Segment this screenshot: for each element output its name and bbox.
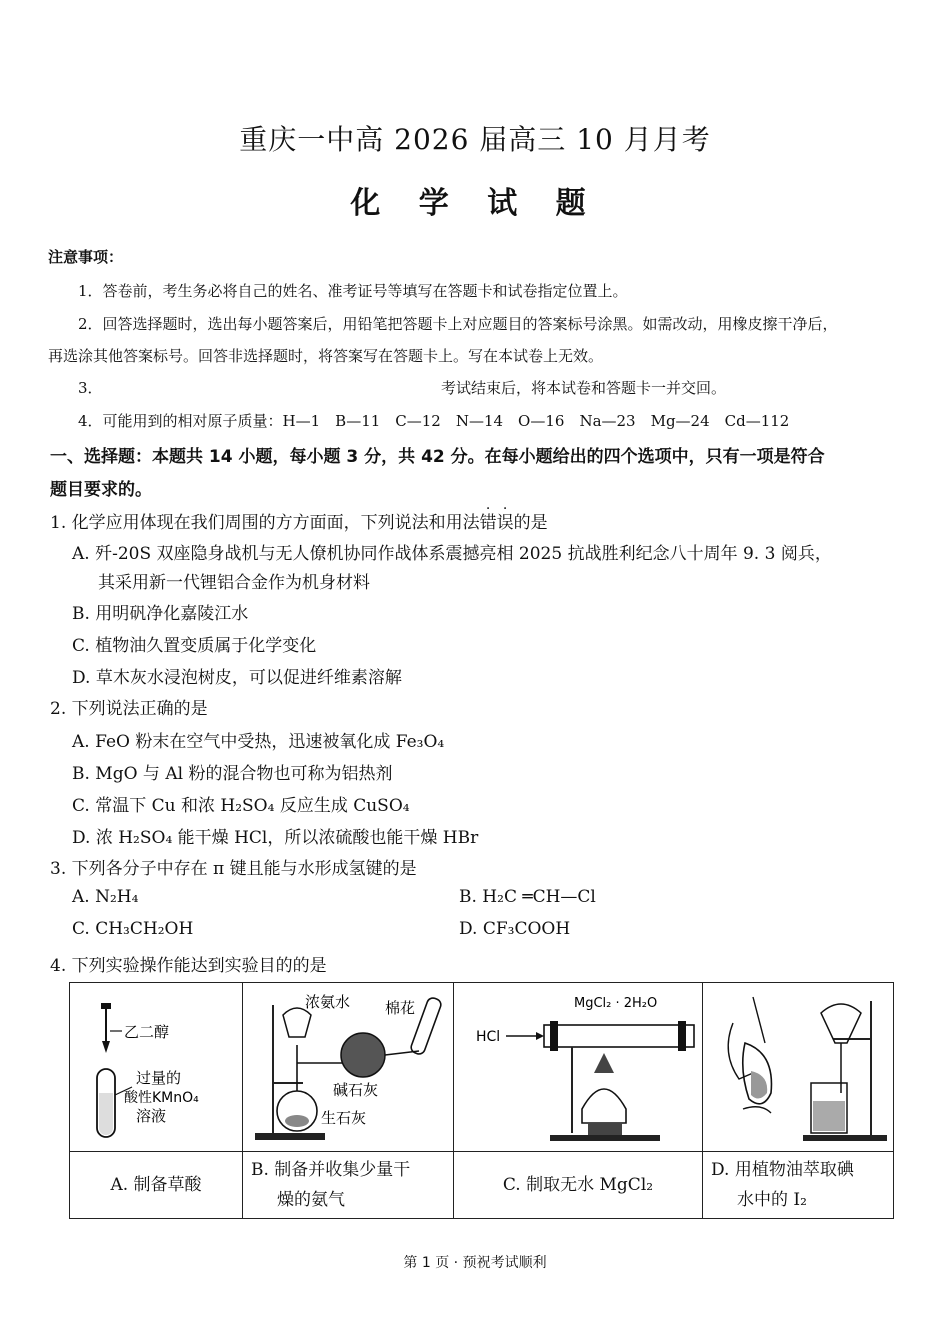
q2-option-d: D. 浓 H₂SO₄ 能干燥 HCl，所以浓硫酸也能干燥 HBr [72, 828, 479, 848]
label-excess: 过量的 [136, 1069, 182, 1087]
notice-item-3-number: 3． [78, 379, 103, 397]
q1-option-a-line1: A. 歼-20S 双座隐身战机与无人僚机协同作战体系震撼亮相 2025 抗战胜利纪念八十周年 9. 3 阅兵， [72, 544, 832, 564]
notice-item-2a: 2．回答选择题时，选出每小题答案后，用铅笔把答题卡上对应题目的答案标号涂黑。如需改动，用橡皮擦干净后， [78, 315, 838, 333]
section-heading-line2: 题目要求的。 [50, 480, 152, 500]
q1-option-d: D. 草木灰水浸泡树皮，可以促进纤维素溶解 [72, 668, 402, 688]
q2-option-a: A. FeO 粉末在空气中受热，迅速被氧化成 Fe₃O₄ [72, 732, 445, 752]
figure-d-separatory-funnel [703, 983, 894, 1147]
label-acidic-kmno4: 酸性KMnO₄ [124, 1090, 199, 1106]
question-2-stem: 2. 下列说法正确的是 [50, 699, 208, 719]
caption-d-line1: D. 用植物油萃取碘 [711, 1160, 854, 1180]
caption-b-line1: B. 制备并收集少量干 [251, 1160, 411, 1180]
caption-c: C. 制取无水 MgCl₂ [454, 1152, 703, 1219]
notice-item-1: 1．答卷前，考生务必将自己的姓名、准考证号等填写在答题卡和试卷指定位置上。 [78, 282, 628, 300]
question-3-stem: 3. 下列各分子中存在 π 键且能与水形成氢键的是 [50, 859, 417, 879]
label-cotton: 棉花 [385, 999, 416, 1017]
label-conc-ammonia: 浓氨水 [305, 993, 351, 1011]
question-1-stem [50, 508, 548, 533]
q2-option-c: C. 常温下 Cu 和浓 H₂SO₄ 反应生成 CuSO₄ [72, 796, 410, 816]
figure-d-cell [703, 983, 894, 1152]
notice-item-4: 4．可能用到的相对原子质量：H—1 B—11 C—12 N—14 O—16 Na—23 Mg—24 Cd—112 [78, 412, 790, 430]
caption-b [243, 1152, 454, 1219]
caption-a: A. 制备草酸 [70, 1152, 243, 1219]
q3-option-b: B. H₂C ═CH—Cl [459, 887, 596, 907]
notice-heading: 注意事项： [48, 248, 124, 266]
label-soda-lime: 碱石灰 [333, 1081, 379, 1099]
question-4-stem: 4. 下列实验操作能达到实验目的的是 [50, 956, 327, 976]
caption-b-line2: 燥的氨气 [277, 1190, 345, 1210]
figure-a-test-tube [70, 983, 243, 1147]
question-1-stem-text: 1. 化学应用体现在我们周围的方方面面，下列说法和用法 [50, 513, 480, 533]
label-solution: 溶液 [136, 1107, 167, 1125]
q1-option-c: C. 植物油久置变质属于化学变化 [72, 636, 317, 656]
section-heading-line1: 一、选择题：本题共 14 小题，每小题 3 分，共 42 分。在每小题给出的四个选项中，只有一项是符合 [50, 447, 825, 467]
page-title: 重庆一中高 2026 届高三 10 月月考 [239, 123, 711, 156]
figure-c-cell [454, 983, 703, 1152]
label-hcl: HCl [476, 1029, 501, 1045]
page-subtitle: 化 学 试 题 [350, 186, 600, 221]
question-1-stem-end: 的是 [513, 513, 548, 533]
experiment-table [69, 982, 894, 1219]
emphasis-mark-1: 错 [479, 513, 497, 533]
q2-option-b: B. MgO 与 Al 粉的混合物也可称为铝热剂 [72, 764, 393, 784]
figure-b-ammonia-apparatus [243, 983, 454, 1147]
figure-b-cell [243, 983, 454, 1152]
q3-option-a: A. N₂H₄ [72, 887, 139, 907]
caption-d-line2: 水中的 I₂ [737, 1190, 807, 1210]
label-mgcl2-hydrate: MgCl₂ · 2H₂O [574, 996, 658, 1011]
q1-option-a-line2: 其采用新一代锂铝合金作为机身材料 [98, 573, 370, 593]
label-ethylene-glycol: 乙二醇 [124, 1023, 170, 1041]
q3-option-d: D. CF₃COOH [459, 919, 571, 939]
caption-d [703, 1152, 894, 1219]
notice-item-2b: 再选涂其他答案标号。回答非选择题时，将答案写在答题卡上。写在本试卷上无效。 [48, 347, 604, 365]
q1-option-b: B. 用明矾净化嘉陵江水 [72, 604, 249, 624]
emphasis-mark-2: 误 [496, 513, 514, 533]
page-footer: 第 1 页 · 预祝考试顺利 [403, 1255, 547, 1271]
figure-c-heating-tube [454, 983, 703, 1147]
q3-option-c: C. CH₃CH₂OH [72, 919, 194, 939]
figure-a-cell [70, 983, 243, 1152]
notice-item-3-text: 考试结束后，将本试卷和答题卡一并交回。 [441, 379, 727, 397]
label-quicklime: 生石灰 [321, 1109, 367, 1127]
